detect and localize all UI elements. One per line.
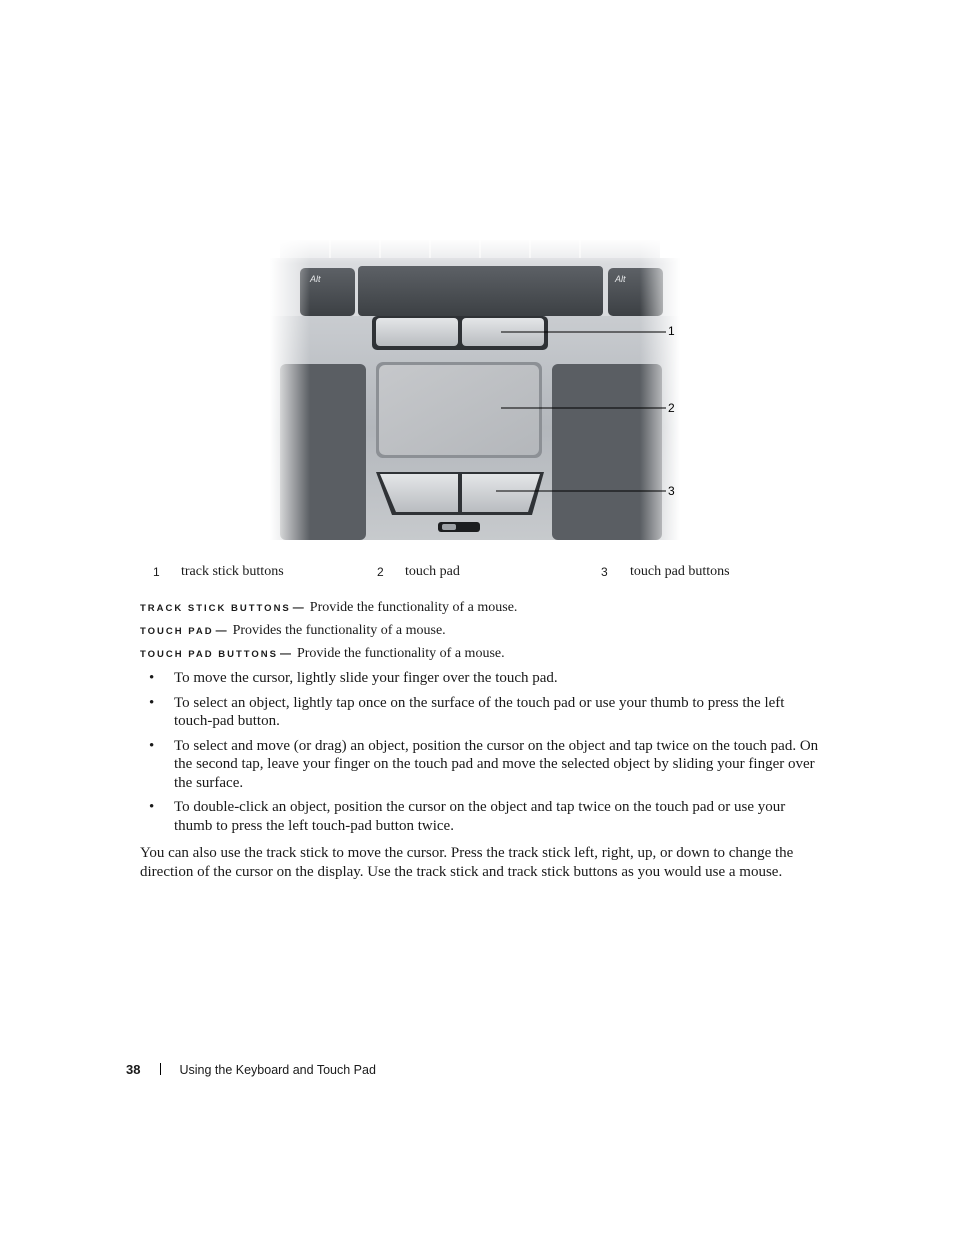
- track-stick-left-button: [376, 318, 458, 346]
- touchpad-figure: [270, 238, 680, 540]
- list-item-text: To select and move (or drag) an object, position the cursor on the object and tap twice on the touch pad. On the second tap, leave your finger on the touch pad and move the selected object by sliding your finger over the surface.: [174, 737, 819, 791]
- footer-divider: [160, 1063, 161, 1075]
- bullet-symbol: •: [149, 670, 155, 686]
- callout-number-3: 3: [668, 484, 675, 498]
- alt-key-right-label: Alt: [615, 274, 626, 284]
- touchpad-surface: [379, 365, 539, 455]
- legend-label-2: touch pad: [405, 564, 460, 579]
- list-item: [140, 669, 820, 688]
- definition-term: TOUCH PAD: [140, 626, 214, 637]
- alt-key-left-label: Alt: [310, 274, 321, 284]
- legend-number-3: 3: [601, 565, 608, 579]
- definition-dash: —: [215, 625, 227, 637]
- page-number: 38: [126, 1062, 141, 1077]
- legend-label-1: track stick buttons: [181, 564, 284, 579]
- list-item-text: To select an object, lightly tap once on the surface of the touch pad or use your thumb to press the left touch-pad button.: [174, 694, 785, 729]
- legend-label-3: touch pad buttons: [630, 564, 730, 579]
- touchpad-right-button: [462, 474, 540, 512]
- bullet-symbol: •: [149, 694, 155, 711]
- legend-number-1: 1: [153, 565, 160, 579]
- spacebar: [358, 266, 603, 316]
- definition-term: TOUCH PAD BUTTONS: [140, 649, 278, 660]
- bullet-symbol: •: [149, 799, 155, 815]
- list-item-text: To move the cursor, lightly slide your finger over the touch pad.: [174, 670, 558, 686]
- definition-touch-pad: [140, 623, 446, 639]
- list-item: [140, 694, 820, 731]
- figure-legend: [0, 564, 954, 584]
- list-item: [140, 737, 820, 793]
- definition-dash: —: [292, 602, 304, 614]
- definition-touch-pad-buttons: [140, 646, 505, 662]
- body-paragraph: You can also use the track stick to move the cursor. Press the track stick left, right, up, or down to change the direction of the cursor on the display. Use the track stick and track stick buttons as you would use a mouse.: [140, 845, 794, 880]
- definition-track-stick-buttons: [140, 600, 517, 616]
- definition-description: Provide the functionality of a mouse.: [296, 646, 505, 661]
- definition-dash: —: [279, 648, 291, 660]
- legend-number-2: 2: [377, 565, 384, 579]
- page-footer: [126, 1062, 376, 1077]
- bullet-list: [140, 669, 820, 841]
- definition-term: TRACK STICK BUTTONS: [140, 603, 291, 614]
- definition-description: Provides the functionality of a mouse.: [232, 623, 446, 638]
- laptop-palmrest-illustration: [270, 238, 680, 540]
- callout-number-1: 1: [668, 324, 675, 338]
- bullet-symbol: •: [149, 737, 155, 754]
- definition-description: Provide the functionality of a mouse.: [309, 600, 518, 615]
- footer-section-title: Using the Keyboard and Touch Pad: [179, 1063, 376, 1077]
- list-item-text: To double-click an object, position the cursor on the object and tap twice on the touch pad or use your thumb to press the left touch-pad button twice.: [174, 799, 786, 834]
- list-item: [140, 798, 820, 835]
- callout-number-2: 2: [668, 401, 675, 415]
